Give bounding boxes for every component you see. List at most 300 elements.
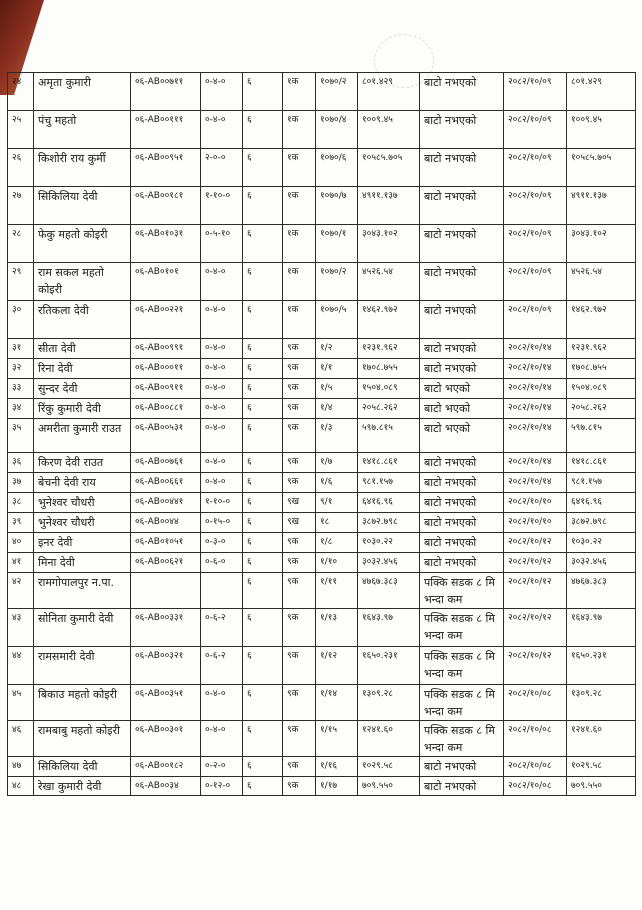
road-access-cell: बाटो नभएको: [420, 757, 504, 777]
map-sheet-cell: ९क: [283, 359, 316, 379]
land-area-cell: ०-६-०: [201, 553, 243, 573]
ward-number-cell: ६: [243, 453, 283, 473]
amount-cell: ३८७२.७९८: [567, 513, 636, 533]
map-sheet-cell: ९क: [283, 609, 316, 647]
serial-number-cell: ४४: [8, 647, 34, 685]
owner-name-cell: पंचु महतो: [34, 111, 131, 149]
amount-cell: ८०१.४२९: [567, 73, 636, 111]
owner-name-cell: रामगोपालपुर न.पा.: [34, 573, 131, 609]
map-sheet-cell: ९क: [283, 721, 316, 757]
table-row: [8, 359, 636, 379]
plot-number-cell: १०७०/१: [316, 225, 358, 263]
amount-cell: ७०९.५५०: [567, 777, 636, 796]
owner-name-cell: सीता देवी: [34, 339, 131, 359]
serial-number-cell: ३४: [8, 399, 34, 419]
map-sheet-cell: १क: [283, 111, 316, 149]
valuation-cell: १६५०.२३१: [358, 647, 420, 685]
ward-number-cell: ६: [243, 647, 283, 685]
amount-cell: १२४१.६०: [567, 721, 636, 757]
land-area-cell: ०-४-०: [201, 359, 243, 379]
owner-name-cell: रिंकु कुमारी देवी: [34, 399, 131, 419]
land-area-cell: ०-४-०: [201, 379, 243, 399]
serial-number-cell: ४५: [8, 685, 34, 721]
owner-name-cell: रतिकला देवी: [34, 301, 131, 339]
owner-id-cell: ०६-AB०१०३१: [131, 225, 201, 263]
amount-cell: १७०८.७५५: [567, 359, 636, 379]
serial-number-cell: ४८: [8, 777, 34, 796]
ward-number-cell: ६: [243, 379, 283, 399]
record-date-cell: २०८२/१०/०९: [504, 225, 567, 263]
road-access-cell: बाटो नभएको: [420, 187, 504, 225]
land-records-table: [7, 72, 636, 796]
ward-number-cell: ६: [243, 493, 283, 513]
valuation-cell: २०५८.२६२: [358, 399, 420, 419]
owner-id-cell: ०६-AB०००११: [131, 359, 201, 379]
record-date-cell: २०८२/१०/०८: [504, 757, 567, 777]
record-date-cell: २०८२/१०/०८: [504, 685, 567, 721]
amount-cell: १६५०.२३१: [567, 647, 636, 685]
owner-name-cell: रेखा कुमारी देवी: [34, 777, 131, 796]
table-row: [8, 453, 636, 473]
map-sheet-cell: १क: [283, 263, 316, 301]
owner-name-cell: फेकु महतो कोइरी: [34, 225, 131, 263]
map-sheet-cell: १क: [283, 187, 316, 225]
road-access-cell: बाटो भएको: [420, 379, 504, 399]
valuation-cell: १०३०.२२: [358, 533, 420, 553]
table-row: [8, 73, 636, 111]
road-access-cell: बाटो नभएको: [420, 263, 504, 301]
serial-number-cell: २५: [8, 111, 34, 149]
owner-id-cell: ०६-AB००४४१: [131, 493, 201, 513]
record-date-cell: २०८२/१०/१४: [504, 379, 567, 399]
amount-cell: ५९७.८१५: [567, 419, 636, 453]
serial-number-cell: ४०: [8, 533, 34, 553]
map-sheet-cell: १क: [283, 225, 316, 263]
ward-number-cell: ६: [243, 187, 283, 225]
plot-number-cell: १/१२: [316, 647, 358, 685]
table-row: [8, 777, 636, 796]
serial-number-cell: ४७: [8, 757, 34, 777]
owner-name-cell: इनर देवी: [34, 533, 131, 553]
road-access-cell: पक्कि सडक ८ मि भन्दा कम: [420, 573, 504, 609]
plot-number-cell: १/५: [316, 379, 358, 399]
table-row: [8, 513, 636, 533]
owner-id-cell: ०६-AB००४४: [131, 513, 201, 533]
amount-cell: ४५२६.५४: [567, 263, 636, 301]
plot-number-cell: १/८: [316, 533, 358, 553]
ward-number-cell: ६: [243, 263, 283, 301]
table-row: [8, 111, 636, 149]
plot-number-cell: १/१४: [316, 685, 358, 721]
amount-cell: १३०९.२८: [567, 685, 636, 721]
amount-cell: ४९११.१३७: [567, 187, 636, 225]
plot-number-cell: १०७०/२: [316, 263, 358, 301]
map-sheet-cell: ९क: [283, 573, 316, 609]
valuation-cell: ५९७.८१५: [358, 419, 420, 453]
land-area-cell: ०-४-०: [201, 73, 243, 111]
serial-number-cell: ३९: [8, 513, 34, 533]
owner-name-cell: किरण देवी राउत: [34, 453, 131, 473]
amount-cell: ४७६७.३८३: [567, 573, 636, 609]
road-access-cell: बाटो नभएको: [420, 111, 504, 149]
serial-number-cell: ३७: [8, 473, 34, 493]
map-sheet-cell: ९क: [283, 553, 316, 573]
road-access-cell: बाटो भएको: [420, 399, 504, 419]
amount-cell: १०५८५.७०५: [567, 149, 636, 187]
plot-number-cell: १/३: [316, 419, 358, 453]
amount-cell: १०२९.५८: [567, 757, 636, 777]
ward-number-cell: ६: [243, 339, 283, 359]
record-date-cell: २०८२/१०/१२: [504, 553, 567, 573]
owner-name-cell: भुनेश्वर चौधरी: [34, 493, 131, 513]
serial-number-cell: ४१: [8, 553, 34, 573]
table-row: [8, 339, 636, 359]
owner-id-cell: [131, 573, 201, 609]
ward-number-cell: ६: [243, 721, 283, 757]
road-access-cell: बाटो नभएको: [420, 777, 504, 796]
record-date-cell: २०८२/१०/१४: [504, 453, 567, 473]
owner-id-cell: ०६-AB००६२१: [131, 553, 201, 573]
owner-id-cell: ०६-AB००३५१: [131, 685, 201, 721]
serial-number-cell: ३५: [8, 419, 34, 453]
road-access-cell: बाटो नभएको: [420, 513, 504, 533]
valuation-cell: ४९११.१३७: [358, 187, 420, 225]
valuation-cell: १५०४.०८९: [358, 379, 420, 399]
valuation-cell: १७०८.७५५: [358, 359, 420, 379]
plot-number-cell: १/७: [316, 453, 358, 473]
owner-name-cell: रिना देवी: [34, 359, 131, 379]
road-access-cell: बाटो भएको: [420, 419, 504, 453]
table-row: [8, 609, 636, 647]
serial-number-cell: २९: [8, 263, 34, 301]
table-row: [8, 399, 636, 419]
table-row: [8, 149, 636, 187]
owner-name-cell: मिना देवी: [34, 553, 131, 573]
plot-number-cell: १०७०/७: [316, 187, 358, 225]
plot-number-cell: १/१: [316, 359, 358, 379]
amount-cell: २०५८.२६२: [567, 399, 636, 419]
record-date-cell: २०८२/१०/०९: [504, 73, 567, 111]
land-area-cell: ०-३-०: [201, 533, 243, 553]
map-sheet-cell: १क: [283, 301, 316, 339]
plot-number-cell: १/६: [316, 473, 358, 493]
ward-number-cell: ६: [243, 553, 283, 573]
road-access-cell: पक्कि सडक ८ मि भन्दा कम: [420, 685, 504, 721]
owner-id-cell: ०६-AB००९५१: [131, 149, 201, 187]
land-area-cell: १-१०-०: [201, 187, 243, 225]
land-area-cell: ०-४-०: [201, 721, 243, 757]
table-row: [8, 493, 636, 513]
ward-number-cell: ६: [243, 533, 283, 553]
record-date-cell: २०८२/१०/१४: [504, 399, 567, 419]
owner-name-cell: सोनिता कुमारी देवी: [34, 609, 131, 647]
record-date-cell: २०८२/१०/१२: [504, 533, 567, 553]
owner-name-cell: सुन्दर देवी: [34, 379, 131, 399]
road-access-cell: बाटो नभएको: [420, 493, 504, 513]
table-row: [8, 757, 636, 777]
land-area-cell: २-०-०: [201, 149, 243, 187]
owner-id-cell: ०६-AB००५३१: [131, 419, 201, 453]
land-area-cell: ०-४-०: [201, 473, 243, 493]
valuation-cell: ६४१६.९६: [358, 493, 420, 513]
ward-number-cell: ६: [243, 111, 283, 149]
map-sheet-cell: १क: [283, 73, 316, 111]
plot-number-cell: १/१७: [316, 777, 358, 796]
serial-number-cell: २४: [8, 73, 34, 111]
ward-number-cell: ६: [243, 777, 283, 796]
amount-cell: ९८१.१५७: [567, 473, 636, 493]
map-sheet-cell: ९क: [283, 419, 316, 453]
record-date-cell: २०८२/१०/०८: [504, 721, 567, 757]
record-date-cell: २०८२/१०/१४: [504, 419, 567, 453]
land-area-cell: [201, 573, 243, 609]
map-sheet-cell: ९ख: [283, 493, 316, 513]
valuation-cell: ९८१.१५७: [358, 473, 420, 493]
road-access-cell: बाटो नभएको: [420, 533, 504, 553]
owner-id-cell: ०६-AB००९९१: [131, 339, 201, 359]
plot-number-cell: १/४: [316, 399, 358, 419]
record-date-cell: २०८२/१०/१४: [504, 473, 567, 493]
record-date-cell: २०८२/१०/१२: [504, 647, 567, 685]
road-access-cell: बाटो नभएको: [420, 301, 504, 339]
road-access-cell: पक्कि सडक ८ मि भन्दा कम: [420, 609, 504, 647]
ward-number-cell: ६: [243, 225, 283, 263]
owner-name-cell: सिकिलिया देवी: [34, 187, 131, 225]
amount-cell: १४१८.८६१: [567, 453, 636, 473]
record-date-cell: २०८२/१०/०९: [504, 263, 567, 301]
road-access-cell: बाटो नभएको: [420, 359, 504, 379]
amount-cell: १०३०.२२: [567, 533, 636, 553]
plot-number-cell: १/१३: [316, 609, 358, 647]
map-sheet-cell: ९क: [283, 339, 316, 359]
ward-number-cell: ६: [243, 573, 283, 609]
owner-name-cell: रामसमारी देवी: [34, 647, 131, 685]
record-date-cell: २०८२/१०/०९: [504, 111, 567, 149]
map-sheet-cell: ९क: [283, 777, 316, 796]
table-row: [8, 379, 636, 399]
map-sheet-cell: ९क: [283, 453, 316, 473]
table-body: [8, 73, 636, 796]
valuation-cell: १२३१.९६२: [358, 339, 420, 359]
record-date-cell: २०८२/१०/१४: [504, 339, 567, 359]
map-sheet-cell: ९क: [283, 757, 316, 777]
table-row: [8, 187, 636, 225]
record-date-cell: २०८२/१०/०९: [504, 149, 567, 187]
owner-id-cell: ०६-AB००७११: [131, 73, 201, 111]
road-access-cell: बाटो नभएको: [420, 473, 504, 493]
land-area-cell: ०-४-०: [201, 301, 243, 339]
road-access-cell: बाटो नभएको: [420, 149, 504, 187]
serial-number-cell: ३३: [8, 379, 34, 399]
valuation-cell: १४६२.९७२: [358, 301, 420, 339]
valuation-cell: ३०४३.१०२: [358, 225, 420, 263]
valuation-cell: १००९.४५: [358, 111, 420, 149]
amount-cell: १५०४.०८९: [567, 379, 636, 399]
ward-number-cell: ६: [243, 685, 283, 721]
serial-number-cell: २६: [8, 149, 34, 187]
serial-number-cell: ३६: [8, 453, 34, 473]
owner-name-cell: अमरीता कुमारी राउत: [34, 419, 131, 453]
owner-name-cell: बेचनी देवी राय: [34, 473, 131, 493]
valuation-cell: १३०९.२८: [358, 685, 420, 721]
land-area-cell: ०-४-०: [201, 263, 243, 301]
owner-id-cell: ०६-AB००१११: [131, 111, 201, 149]
record-date-cell: २०८२/१०/१०: [504, 493, 567, 513]
record-date-cell: २०८२/१०/१४: [504, 359, 567, 379]
table-row: [8, 419, 636, 453]
road-access-cell: बाटो नभएको: [420, 225, 504, 263]
ward-number-cell: ६: [243, 473, 283, 493]
valuation-cell: ८०१.४२९: [358, 73, 420, 111]
valuation-cell: ३८७२.७९८: [358, 513, 420, 533]
plot-number-cell: १०७०/५: [316, 301, 358, 339]
road-access-cell: पक्कि सडक ८ मि भन्दा कम: [420, 721, 504, 757]
owner-id-cell: ०६-AB००९११: [131, 379, 201, 399]
road-access-cell: बाटो नभएको: [420, 553, 504, 573]
valuation-cell: १०२९.५८: [358, 757, 420, 777]
plot-number-cell: १/११: [316, 573, 358, 609]
serial-number-cell: ४२: [8, 573, 34, 609]
amount-cell: ३०४३.१०२: [567, 225, 636, 263]
plot-number-cell: १/१६: [316, 757, 358, 777]
ward-number-cell: ६: [243, 149, 283, 187]
table-row: [8, 263, 636, 301]
land-area-cell: ०-६-२: [201, 609, 243, 647]
land-area-cell: ०-१५-०: [201, 513, 243, 533]
plot-number-cell: १/२: [316, 339, 358, 359]
valuation-cell: १०५८५.७०५: [358, 149, 420, 187]
plot-number-cell: १०७०/६: [316, 149, 358, 187]
owner-id-cell: ०६-AB००७६१: [131, 453, 201, 473]
owner-name-cell: किशोरी राय कुर्मी: [34, 149, 131, 187]
table-row: [8, 225, 636, 263]
serial-number-cell: २७: [8, 187, 34, 225]
ward-number-cell: ६: [243, 301, 283, 339]
serial-number-cell: ३०: [8, 301, 34, 339]
owner-id-cell: ०६-AB००१८१: [131, 187, 201, 225]
map-sheet-cell: ९क: [283, 685, 316, 721]
ward-number-cell: ६: [243, 399, 283, 419]
serial-number-cell: ३१: [8, 339, 34, 359]
owner-id-cell: ०६-AB००२२१: [131, 301, 201, 339]
valuation-cell: १४१८.८६१: [358, 453, 420, 473]
owner-name-cell: रामबाबु महतो कोइरी: [34, 721, 131, 757]
amount-cell: १००९.४५: [567, 111, 636, 149]
land-area-cell: १-१०-०: [201, 493, 243, 513]
record-date-cell: २०८२/१०/१२: [504, 609, 567, 647]
land-area-cell: ०-४-०: [201, 453, 243, 473]
amount-cell: १४६२.९७२: [567, 301, 636, 339]
table-row: [8, 685, 636, 721]
ward-number-cell: ६: [243, 73, 283, 111]
plot-number-cell: १/१५: [316, 721, 358, 757]
table-row: [8, 647, 636, 685]
valuation-cell: १२४१.६०: [358, 721, 420, 757]
road-access-cell: बाटो नभएको: [420, 339, 504, 359]
record-date-cell: २०८२/१०/०९: [504, 301, 567, 339]
owner-name-cell: अमृता कुमारी: [34, 73, 131, 111]
owner-name-cell: राम सकल महतो कोइरी: [34, 263, 131, 301]
land-area-cell: ०-४-०: [201, 419, 243, 453]
table-row: [8, 533, 636, 553]
ward-number-cell: ६: [243, 757, 283, 777]
table-row: [8, 573, 636, 609]
serial-number-cell: ३८: [8, 493, 34, 513]
ward-number-cell: ६: [243, 359, 283, 379]
record-date-cell: २०८२/१०/०८: [504, 777, 567, 796]
owner-id-cell: ०६-AB००३४: [131, 777, 201, 796]
plot-number-cell: ९/१: [316, 493, 358, 513]
serial-number-cell: ४३: [8, 609, 34, 647]
serial-number-cell: ४६: [8, 721, 34, 757]
plot-number-cell: १०७०/२: [316, 73, 358, 111]
map-sheet-cell: ९क: [283, 533, 316, 553]
owner-id-cell: ०६-AB००८८१: [131, 399, 201, 419]
ward-number-cell: ६: [243, 609, 283, 647]
land-area-cell: ०-२-०: [201, 757, 243, 777]
land-area-cell: ०-४-०: [201, 685, 243, 721]
owner-name-cell: भुनेश्वर चौधरी: [34, 513, 131, 533]
valuation-cell: ३०३२.४५६: [358, 553, 420, 573]
land-area-cell: ०-५-१०: [201, 225, 243, 263]
valuation-cell: ७०९.५५०: [358, 777, 420, 796]
ward-number-cell: ६: [243, 513, 283, 533]
valuation-cell: ४७६७.३८३: [358, 573, 420, 609]
owner-id-cell: ०६-AB००६६१: [131, 473, 201, 493]
table-row: [8, 721, 636, 757]
owner-id-cell: ०६-AB०१०५१: [131, 533, 201, 553]
map-sheet-cell: ९क: [283, 473, 316, 493]
owner-id-cell: ०६-AB००३३१: [131, 609, 201, 647]
land-area-cell: ०-१२-०: [201, 777, 243, 796]
table-row: [8, 301, 636, 339]
plot-number-cell: १/१०: [316, 553, 358, 573]
owner-id-cell: ०६-AB०१०१: [131, 263, 201, 301]
owner-id-cell: ०६-AB००१८२: [131, 757, 201, 777]
land-area-cell: ०-६-२: [201, 647, 243, 685]
record-date-cell: २०८२/१०/१२: [504, 573, 567, 609]
map-sheet-cell: ९क: [283, 379, 316, 399]
road-access-cell: पक्कि सडक ८ मि भन्दा कम: [420, 647, 504, 685]
record-date-cell: २०८२/१०/०९: [504, 187, 567, 225]
owner-id-cell: ०६-AB००३०१: [131, 721, 201, 757]
plot-number-cell: १८: [316, 513, 358, 533]
land-area-cell: ०-४-०: [201, 111, 243, 149]
amount-cell: ६४१६.९६: [567, 493, 636, 513]
valuation-cell: १६४३.९७: [358, 609, 420, 647]
serial-number-cell: २८: [8, 225, 34, 263]
owner-name-cell: सिकिलिया देवी: [34, 757, 131, 777]
serial-number-cell: ३२: [8, 359, 34, 379]
road-access-cell: बाटो नभएको: [420, 73, 504, 111]
amount-cell: ३०३२.४५६: [567, 553, 636, 573]
owner-name-cell: बिकाउ महतो कोइरी: [34, 685, 131, 721]
plot-number-cell: १०७०/४: [316, 111, 358, 149]
ward-number-cell: ६: [243, 419, 283, 453]
road-access-cell: बाटो नभएको: [420, 453, 504, 473]
valuation-cell: ४५२६.५४: [358, 263, 420, 301]
table-row: [8, 473, 636, 493]
map-sheet-cell: ९ख: [283, 513, 316, 533]
record-date-cell: २०८२/१०/१०: [504, 513, 567, 533]
table-row: [8, 553, 636, 573]
land-area-cell: ०-४-०: [201, 339, 243, 359]
amount-cell: १६४३.९७: [567, 609, 636, 647]
amount-cell: १२३१.९६२: [567, 339, 636, 359]
land-area-cell: ०-४-०: [201, 399, 243, 419]
map-sheet-cell: ९क: [283, 399, 316, 419]
map-sheet-cell: १क: [283, 149, 316, 187]
